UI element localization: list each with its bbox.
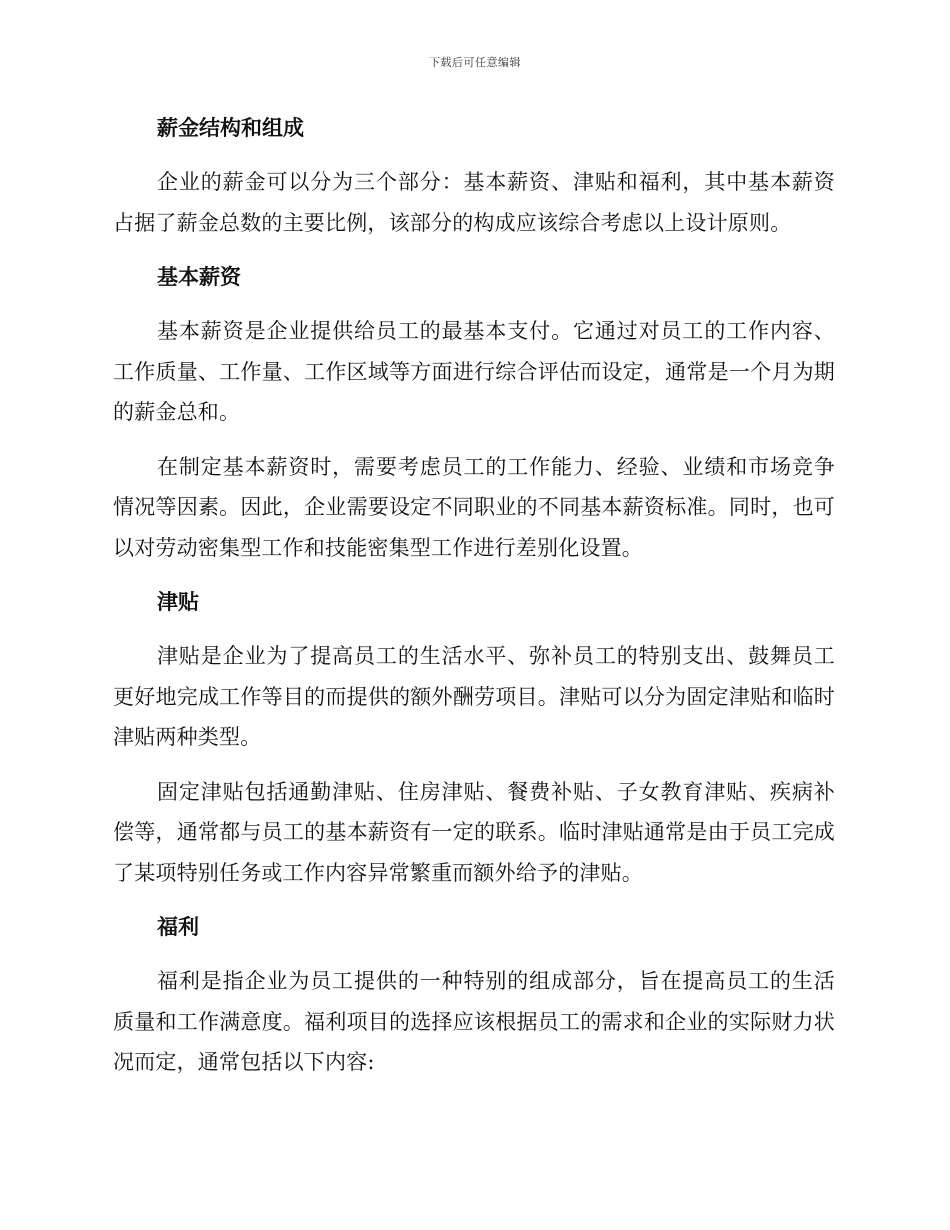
paragraph-benefits: 福利是指企业为员工提供的一种特别的组成部分，旨在提高员工的生活质量和工作满意度。福利项目的选择应该根据员工的需求和企业的实际财力状况而定，通常包括以下内容: (113, 969, 835, 1074)
paragraph-base-salary-2: 在制定基本薪资时，需要考虑员工的工作能力、经验、业绩和市场竞争情况等因素。因此，企业需要设定不同职业的不同基本薪资标准。同时，也可以对劳动密集型工作和技能密集型工作进行差别化设置。 (113, 454, 835, 560)
section-heading-salary-structure: 薪金结构和组成 (157, 116, 304, 140)
paragraph-allowance-2: 固定津贴包括通勤津贴、住房津贴、餐费补贴、子女教育津贴、疾病补偿等，通常都与员工的基本薪资有一定的联系。临时津贴通常是由于员工完成了某项特别任务或工作内容异常繁重而额外给予的津贴。 (113, 779, 835, 885)
page-header-note: 下载后可任意编辑 (429, 56, 521, 69)
paragraph-base-salary-1: 基本薪资是企业提供给员工的最基本支付。它通过对员工的工作内容、工作质量、工作量、工作区域等方面进行综合评估而设定，通常是一个月为期的薪金总和。 (113, 319, 835, 424)
paragraph-salary-structure: 企业的薪金可以分为三个部分：基本薪资、津贴和福利，其中基本薪资占据了薪金总数的主要比例，该部分的构成应该综合考虑以上设计原则。 (113, 170, 835, 235)
section-heading-benefits: 福利 (157, 915, 199, 939)
section-heading-allowance: 津贴 (157, 590, 199, 614)
section-heading-base-salary: 基本薪资 (157, 265, 241, 289)
document-body (113, 108, 835, 1083)
paragraph-allowance-1: 津贴是企业为了提高员工的生活水平、弥补员工的特别支出、鼓舞员工更好地完成工作等目的而提供的额外酬劳项目。津贴可以分为固定津贴和临时津贴两种类型。 (113, 644, 835, 749)
